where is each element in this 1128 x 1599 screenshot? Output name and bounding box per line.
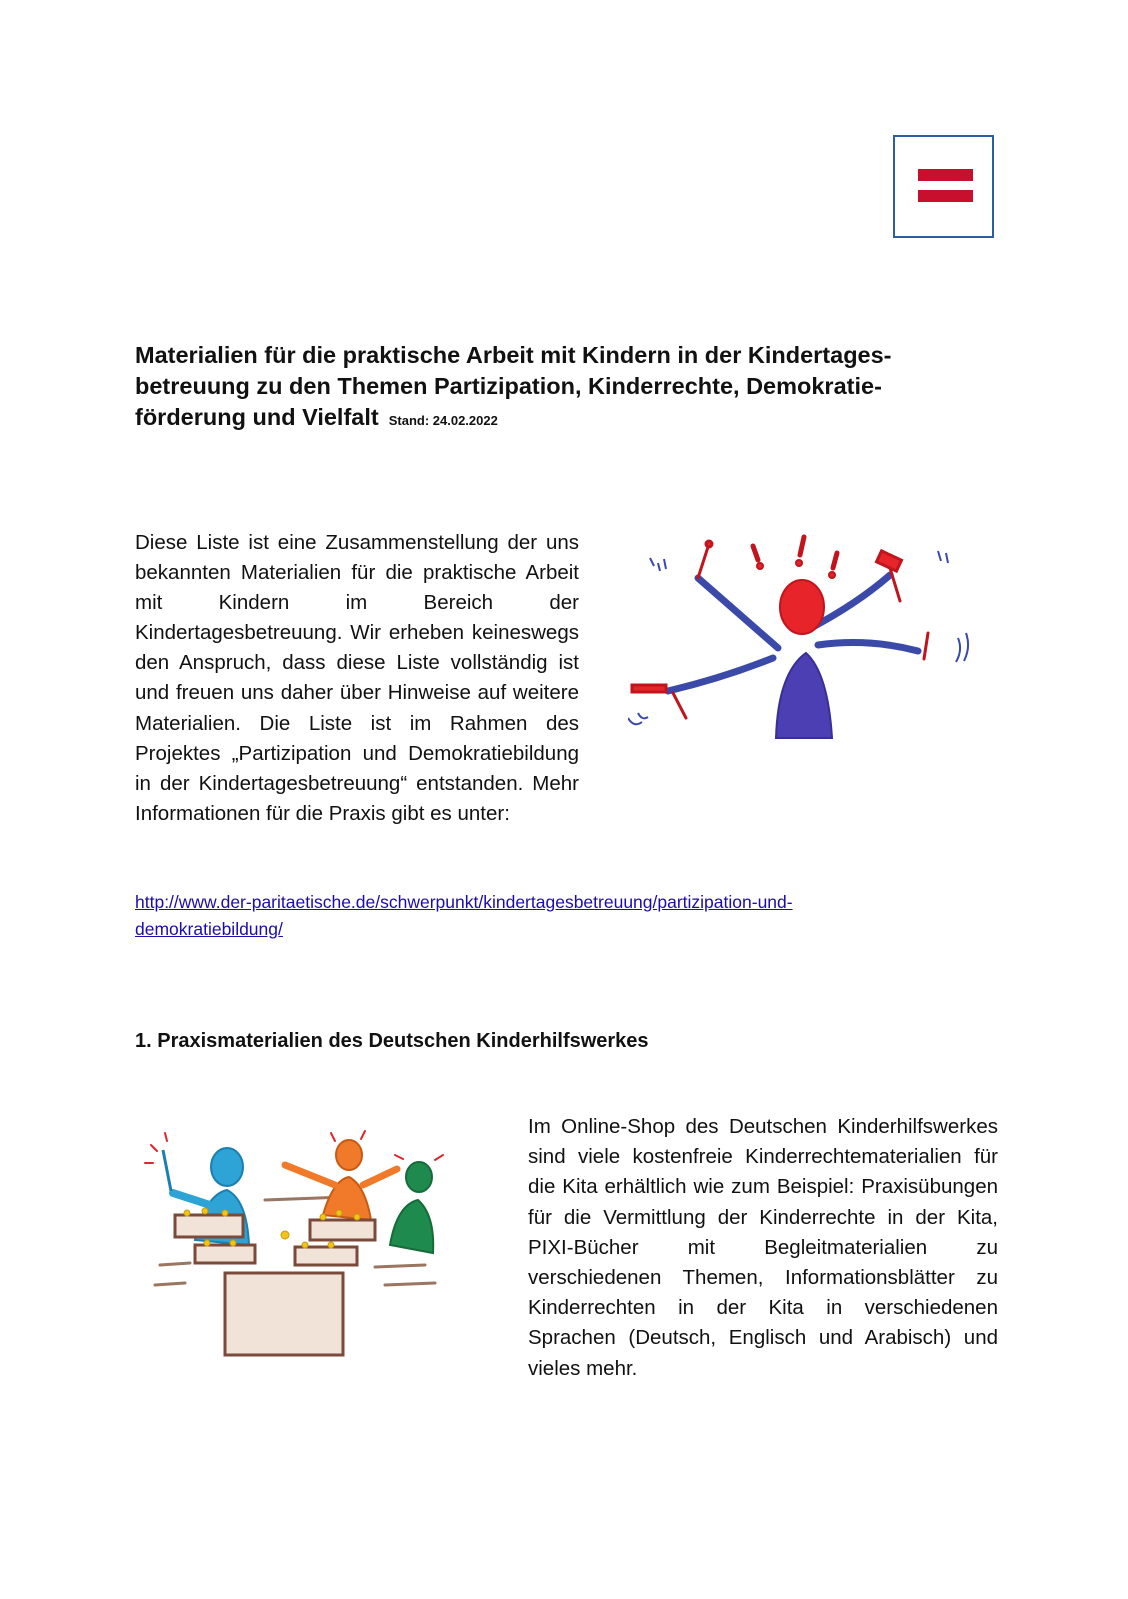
document-title [135, 340, 1005, 436]
link-line-1[interactable]: http://www.der-paritaetische.de/schwerpunkt/kindertagesbetreuung/partizipation-und- [135, 892, 793, 912]
stand-date: Stand: 24.02.2022 [388, 413, 498, 428]
logo-bar-top [918, 169, 973, 181]
organization-logo [893, 135, 994, 238]
title-line-3-text: förderung und Vielfalt [135, 404, 379, 430]
project-info-link[interactable] [135, 889, 935, 943]
title-line-2: betreuung zu den Themen Partizipation, Kinderrechte, Demokratie- [135, 373, 882, 399]
link-line-2[interactable]: demokratiebildung/ [135, 919, 283, 939]
figure-with-many-arms-illustration [628, 533, 996, 755]
section-paragraph: Im Online-Shop des Deutschen Kinderhilfswerkes sind viele kostenfreie Kinderrechtematerialien für die Kita erhältlich wie zum Beispiel: Praxisübungen für die Vermittlung der Kinderrechte in der Kita, PIXI-Bücher mit Begleitmaterialien zu verschiedenen Themen, Informationsblätter zu Kinderrechten in der Kita in verschiedenen Sprachen (Deutsch, Englisch und Arabisch) und vieles mehr. [528, 1115, 998, 1380]
title-line-3 [135, 402, 1005, 436]
section-heading: 1. Praxismaterialien des Deutschen Kinderhilfswerkes [135, 1030, 649, 1052]
title-line-1: Materialien für die praktische Arbeit mit Kindern in der Kindertages- [135, 342, 892, 368]
logo-bar-bottom [918, 190, 973, 202]
children-with-boxes-illustration [135, 1125, 480, 1390]
intro-paragraph: Diese Liste ist eine Zusammenstellung der uns bekannten Materialien für die praktische Arbeit mit Kindern im Bereich der Kindertagesbetreuung. Wir erheben keineswegs den Anspruch, dass diese Liste vollständig ist und freuen uns daher über Hinweise auf weitere Materialien. Die Liste ist im Rahmen des Projektes „Partizipation und Demokratiebildung in der Kindertagesbetreuung“ entstanden. Mehr Informationen für die Praxis gibt es unter: [135, 531, 579, 825]
